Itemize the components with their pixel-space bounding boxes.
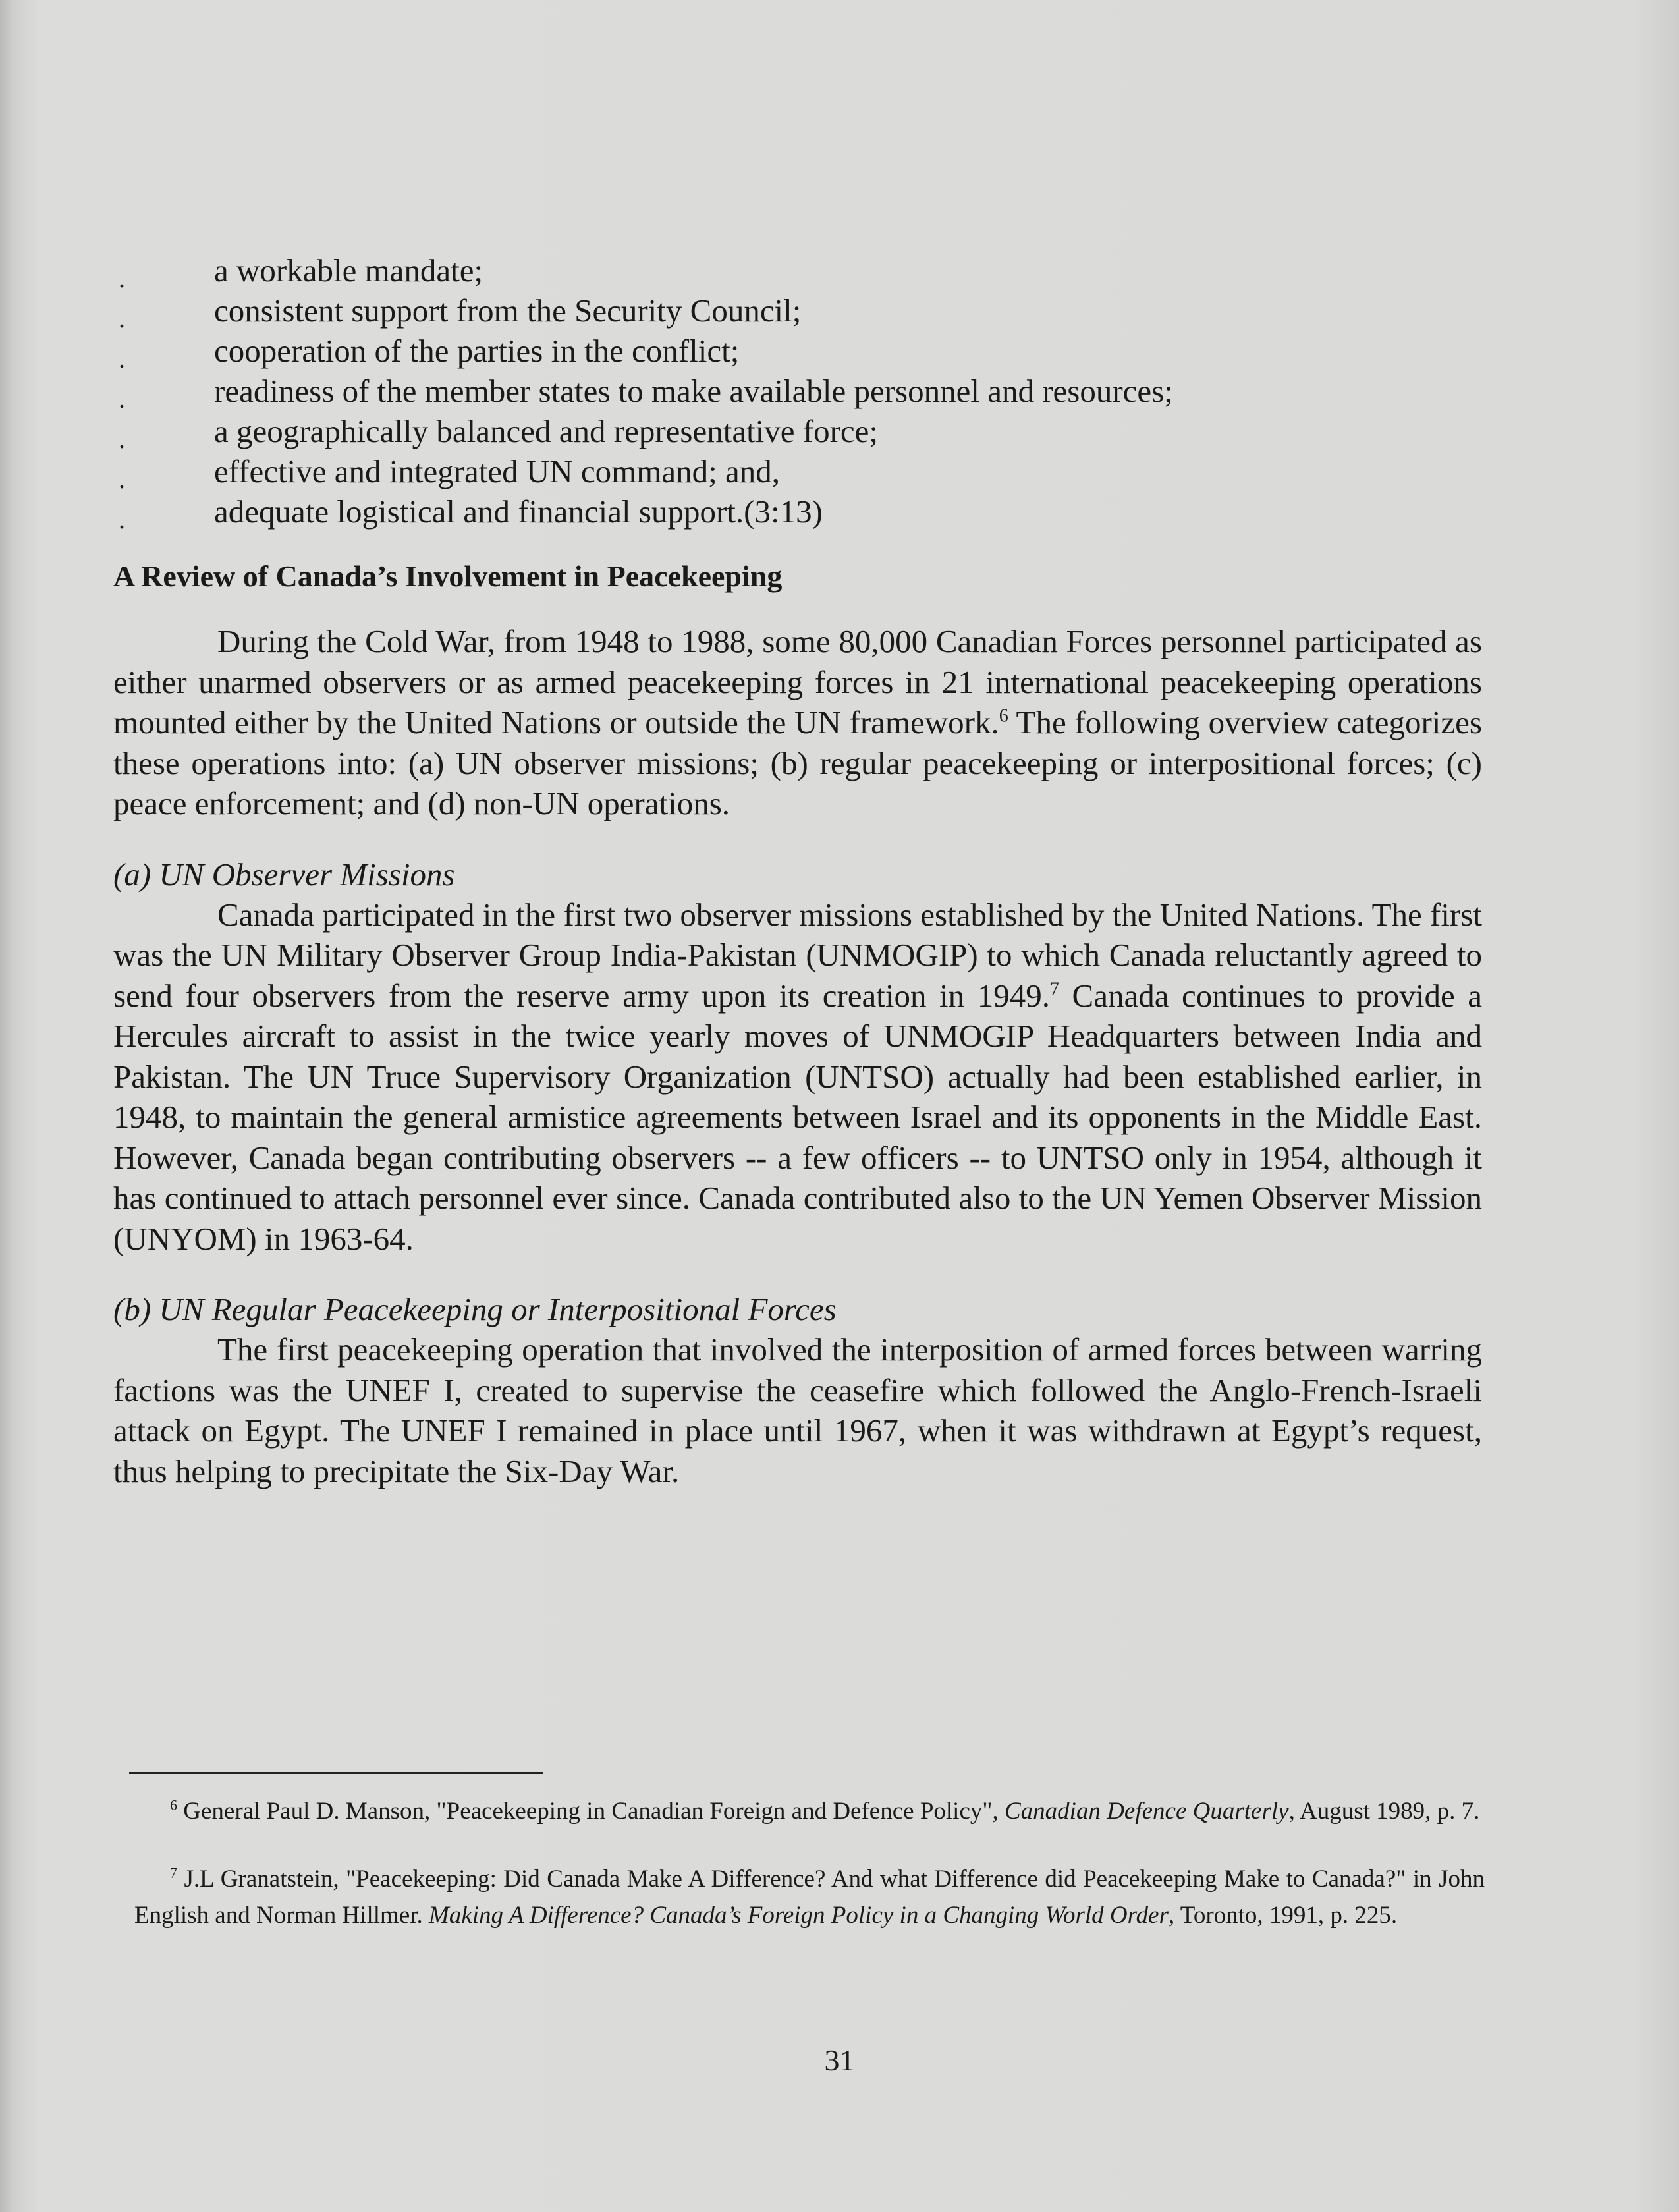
page-body <box>113 250 1482 1491</box>
bullet-marker: . <box>119 263 125 293</box>
footnote-divider <box>129 1772 543 1774</box>
footnote: $^6$ General Paul D. Manson, "Peacekeeping in Canadian Foreign and Defence Policy", Canadian Defence Quarterly, August 1989, p. 7. <box>170 1796 1480 1825</box>
section-heading: A Review of Canada’s Involvement in Peacekeeping <box>113 559 783 593</box>
footnote-ref: 7 <box>1049 979 1059 1000</box>
bullet-marker: . <box>119 344 125 373</box>
subsection-heading-b: (b) UN Regular Peacekeeping or Interpositional Forces <box>113 1291 837 1327</box>
footnote: $^7$ J.L Granatstein, "Peacekeeping: Did Canada Make A Difference? And what Difference did Peacekeeping Make to Canada?" in John English and Norman Hillmer. Making A Difference? Canada’s Foreign Policy in a Changing World Order, Toronto, 1991, p. 225. <box>134 1864 1485 1929</box>
subsection-a-paragraph: Canada participated in the first two observer missions established by the United Nations. The first was the UN Military Observer Group India-Pakistan (UNMOGIP) to which Canada reluctantly agreed to send four observers from the reserve army upon its creation in 1949.$^7$ Canada continues to provide a Hercules aircraft to assist in the twice yearly moves of UNMOGIP Headquarters between India and Pakistan. The UN Truce Supervisory Organization (UNTSO) actually had been established earlier, in 1948, to maintain the general armistice agreements between Israel and its opponents in the Middle East. However, Canada began contributing observers -- a few officers -- to UNTSO only in 1954, although it has continued to attach personnel ever since. Canada contributed also to the UN Yemen Observer Mission (UNYOM) in 1963-64. <box>113 896 1483 1257</box>
bullet-marker: . <box>119 464 125 494</box>
list-item: . a geographically balanced and representative force; <box>113 411 1482 451</box>
bullet-marker: . <box>119 304 125 333</box>
bullet-marker: . <box>119 384 125 414</box>
list-item: . a workable mandate; <box>113 250 1482 290</box>
footnote-number: 6 <box>170 1796 177 1813</box>
list-item: . cooperation of the parties in the conflict; <box>113 331 1482 371</box>
page-number: 31 <box>824 2043 855 2077</box>
requirements-list <box>113 250 1482 532</box>
footnote-number: 7 <box>170 1864 177 1881</box>
list-item: . consistent support from the Security Council; <box>113 290 1482 331</box>
list-item: . adequate logistical and financial support.(3:13) <box>113 491 1482 532</box>
intro-paragraph: During the Cold War, from 1948 to 1988, some 80,000 Canadian Forces personnel participated as either unarmed observers or as armed peacekeeping forces in 21 international peacekeeping operations mounted either by the United Nations or outside the UN framework.$^6$ The following overview categorizes these operations into: (a) UN observer missions; (b) regular peacekeeping or interpositional forces; (c) peace enforcement; and (d) non-UN operations. <box>113 623 1482 821</box>
subsection-heading-a: (a) UN Observer Missions <box>113 856 455 893</box>
bullet-marker: . <box>119 505 125 534</box>
bullet-marker: . <box>119 424 125 454</box>
footnotes <box>134 1793 1485 1965</box>
subsection-b-paragraph: The first peacekeeping operation that involved the interposition of armed forces between warring factions was the UNEF I, created to supervise the ceasefire which followed the Anglo-French-Israeli attack on Egypt. The UNEF I remained in place until 1967, when it was withdrawn at Egypt’s request, thus helping to precipitate the Six-Day War. <box>113 1331 1482 1489</box>
footnote-ref: 6 <box>999 705 1008 727</box>
list-item: . readiness of the member states to make available personnel and resources; <box>113 371 1482 411</box>
list-item: . effective and integrated UN command; and, <box>113 451 1482 491</box>
